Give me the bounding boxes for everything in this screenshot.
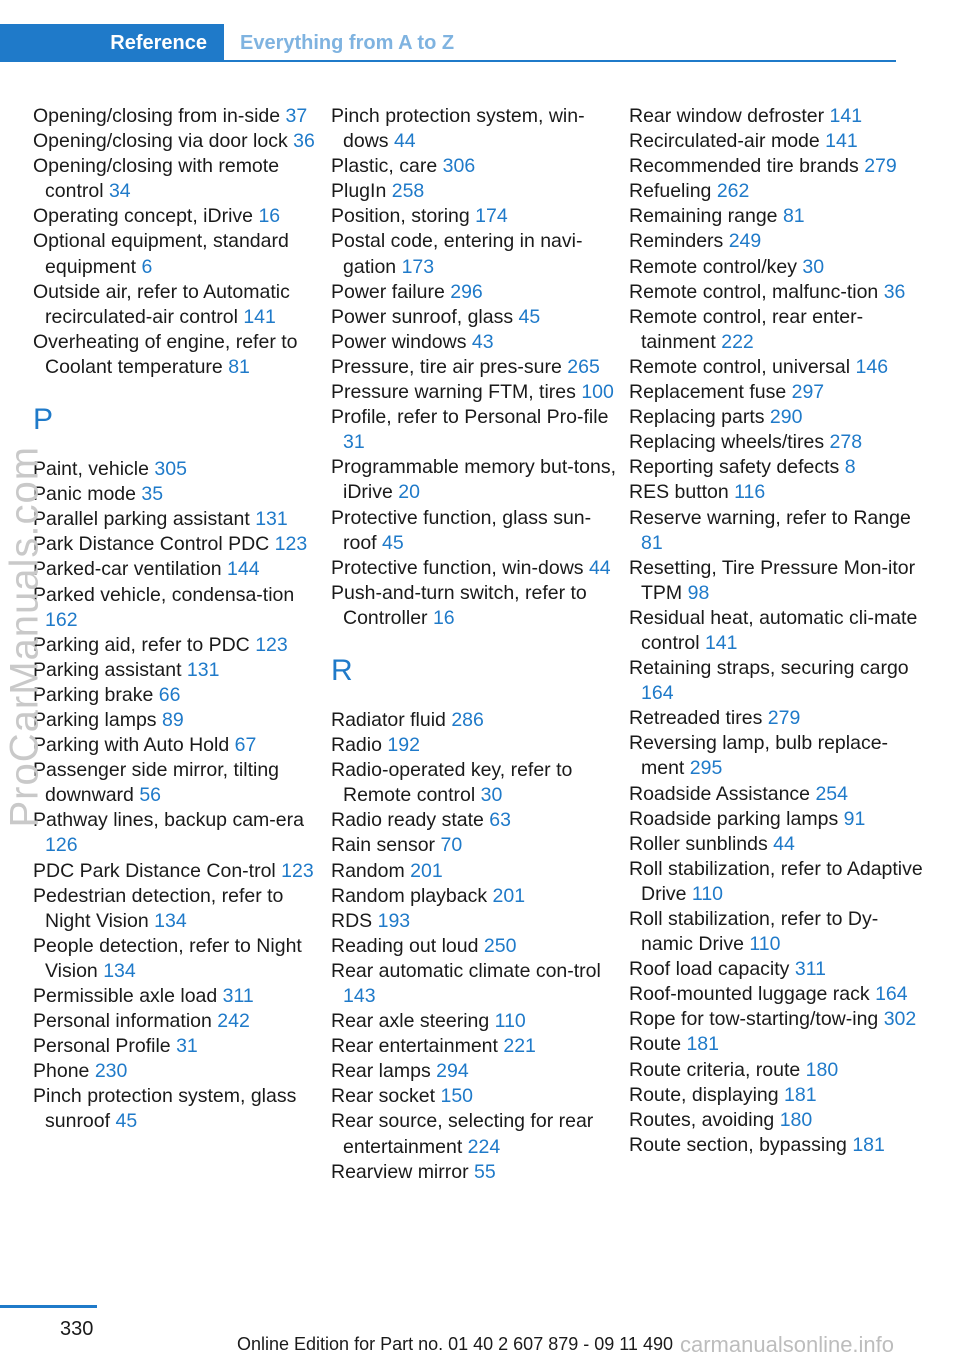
index-entry-text: Rope for tow-starting/tow‐ing	[629, 1008, 884, 1031]
index-entry-text: Retreaded tires	[629, 707, 768, 730]
index-page-link[interactable]: 43	[471, 330, 494, 353]
index-page-link[interactable]: 297	[791, 381, 825, 404]
index-entry-text: Pathway lines, backup cam‐era	[33, 809, 304, 832]
index-page-link[interactable]: 250	[483, 934, 517, 957]
index-entry	[33, 658, 323, 683]
index-entry	[331, 859, 621, 884]
index-page-link[interactable]: 81	[641, 531, 663, 554]
index-entry	[629, 1032, 929, 1057]
watermark-left: ProCarManuals.com	[2, 445, 47, 828]
index-entry	[629, 731, 929, 781]
index-entry-text: Random playback	[331, 884, 493, 907]
index-entry-text: Personal Profile	[33, 1035, 177, 1058]
index-entry	[331, 1009, 621, 1034]
index-page-link[interactable]: 181	[686, 1033, 719, 1056]
index-page-link[interactable]: 141	[829, 105, 863, 127]
index-page-link[interactable]: 249	[728, 230, 762, 253]
index-entry-text: Route, displaying	[629, 1083, 785, 1106]
section-subtitle: Everything from A to Z	[240, 32, 455, 54]
index-page-link[interactable]: 302	[883, 1008, 917, 1031]
index-page-link[interactable]: 37	[285, 105, 308, 127]
index-column-2	[331, 104, 621, 1185]
index-entry	[33, 984, 323, 1009]
index-entry	[33, 280, 323, 330]
index-entry	[33, 934, 323, 984]
index-entry	[629, 129, 929, 154]
index-entry	[629, 706, 929, 731]
index-entry	[331, 305, 621, 330]
index-page-link[interactable]: 56	[139, 784, 162, 807]
header-rule	[224, 60, 896, 62]
index-entry	[629, 380, 929, 405]
index-entry	[33, 154, 323, 204]
index-entry-text: Remote control, rear enter‐tainment	[629, 305, 864, 353]
index-entry-text: Route criteria, route	[629, 1058, 806, 1081]
index-entry-text: Plastic, care	[331, 155, 443, 178]
index-entry	[331, 884, 621, 909]
index-page-link[interactable]: 20	[398, 481, 420, 504]
index-page-link[interactable]: 222	[721, 330, 754, 353]
index-page-link[interactable]: 36	[883, 280, 906, 303]
index-entry-text: Optional equipment, standard equipment	[33, 230, 289, 278]
index-entry	[33, 758, 323, 808]
index-entry-text: Opening/closing from in‐side	[33, 105, 286, 127]
index-entry-text: Roll stabilization, refer to Adaptive Drive	[629, 857, 923, 905]
index-page-link[interactable]: 181	[852, 1133, 885, 1156]
index-page-link[interactable]: 174	[475, 205, 508, 228]
index-entry	[33, 1034, 323, 1059]
index-page-link[interactable]: 141	[243, 305, 276, 328]
index-entry	[33, 229, 323, 279]
index-page-link[interactable]: 134	[154, 909, 187, 932]
footer-bar	[0, 1305, 97, 1308]
index-entry-text: Protective function, glass sun‐roof	[331, 506, 592, 554]
index-entry	[33, 1084, 323, 1134]
index-entry	[331, 556, 621, 581]
index-page-link[interactable]: 278	[829, 431, 863, 454]
index-entry	[33, 129, 323, 154]
index-entry-text: Parallel parking assistant	[33, 508, 256, 531]
index-page-link[interactable]: 134	[103, 959, 136, 982]
index-page-link[interactable]: 45	[382, 531, 404, 554]
index-entry	[629, 480, 929, 505]
index-page-link[interactable]: 295	[689, 757, 723, 780]
index-entry	[331, 1059, 621, 1084]
index-entry-text: Reserve warning, refer to Range	[629, 506, 911, 529]
index-page-link[interactable]: 144	[227, 558, 260, 581]
index-entry-text: Passenger side mirror, tilting downward	[33, 759, 280, 807]
index-entry	[331, 330, 621, 355]
index-entry	[629, 405, 929, 430]
index-column-3	[629, 104, 929, 1158]
index-entry-text: Personal information	[33, 1010, 218, 1033]
index-entry	[331, 455, 621, 505]
index-entry	[629, 957, 929, 982]
index-page-link[interactable]: 34	[108, 180, 131, 203]
index-page-link[interactable]: 221	[503, 1035, 536, 1058]
index-entry	[33, 708, 323, 733]
index-page-link[interactable]: 279	[864, 155, 897, 178]
index-page-link[interactable]: 31	[343, 431, 365, 454]
index-page-link[interactable]: 123	[281, 859, 314, 882]
section-tab: Reference	[0, 24, 224, 62]
index-page-link[interactable]: 44	[773, 832, 795, 855]
index-entry	[33, 683, 323, 708]
index-entry-text: Push-and-turn switch, refer to Controller	[331, 581, 587, 629]
index-entry-text: Protective function, win‐dows	[331, 556, 589, 579]
index-page-link[interactable]: 193	[377, 909, 411, 932]
index-entry	[331, 833, 621, 858]
index-entry	[33, 733, 323, 758]
index-page-link[interactable]: 164	[641, 682, 674, 705]
index-entry	[331, 808, 621, 833]
index-page-link[interactable]: 70	[440, 834, 463, 857]
index-page-link[interactable]: 290	[769, 406, 803, 429]
index-page-link[interactable]: 89	[161, 708, 184, 731]
index-page-link[interactable]: 6	[141, 255, 153, 278]
index-entry	[629, 204, 929, 229]
index-entry-text: Pressure, tire air pres‐sure	[331, 355, 568, 378]
index-entry-text: Rear window defroster	[629, 105, 830, 127]
index-entry-text: Rain sensor	[331, 834, 441, 857]
index-page-link[interactable]: 81	[782, 205, 805, 228]
index-page-link[interactable]: 201	[492, 884, 526, 907]
index-entry-text: Radio	[331, 734, 388, 757]
index-entry	[331, 909, 621, 934]
index-entry	[629, 556, 929, 606]
page-number: 330	[60, 1318, 94, 1340]
index-entry-text: Route section, bypassing	[629, 1133, 853, 1156]
index-entry-text: Permissible axle load	[33, 985, 223, 1007]
index-entry	[331, 959, 621, 1009]
index-entry	[331, 179, 621, 204]
index-page-link[interactable]: 150	[440, 1085, 474, 1108]
index-entry-text: Overheating of engine, refer to Coolant temperature	[33, 330, 298, 378]
index-page-link[interactable]: 265	[567, 355, 600, 378]
index-entry-text: Radiator fluid	[331, 708, 452, 731]
index-entry	[331, 1160, 621, 1185]
index-entry-text: Position, storing	[331, 205, 476, 228]
index-page-link[interactable]: 66	[158, 683, 181, 706]
index-page-link[interactable]: 44	[588, 556, 611, 579]
index-page-link[interactable]: 131	[255, 508, 288, 531]
index-page-link[interactable]: 110	[749, 933, 781, 956]
index-entry	[629, 656, 929, 706]
index-entry	[629, 832, 929, 857]
watermark-bottom: carmanualsonline.info	[680, 1332, 895, 1357]
index-entry	[629, 1108, 929, 1133]
index-entry-text: Replacing parts	[629, 406, 770, 429]
index-entry	[331, 204, 621, 229]
index-entry	[331, 104, 621, 154]
page-header	[0, 24, 896, 62]
index-entry	[331, 1084, 621, 1109]
index-entry-text: Remote control, malfunc‐tion	[629, 280, 884, 303]
index-entry	[331, 934, 621, 959]
index-entry	[331, 355, 621, 380]
index-entry	[331, 405, 621, 455]
index-entry-text: PDC Park Distance Con‐trol	[33, 859, 282, 882]
index-entry	[33, 1009, 323, 1034]
index-page-link[interactable]: 141	[825, 130, 858, 153]
index-entry-text: Radio-operated key, refer to Remote control	[331, 759, 573, 807]
index-entry	[331, 733, 621, 758]
index-entry-text: Rear axle steering	[331, 1010, 495, 1033]
index-entry-text: Parking lamps	[33, 708, 162, 731]
index-page-link[interactable]: 286	[451, 708, 484, 731]
index-entry	[629, 1133, 929, 1158]
index-entry-text: Opening/closing with remote control	[33, 155, 280, 203]
index-page-link[interactable]: 180	[805, 1058, 839, 1081]
index-page-link[interactable]: 162	[45, 608, 78, 631]
index-entry-text: Pressure warning FTM, tires	[331, 381, 582, 404]
index-entry-text: Residual heat, automatic cli‐mate control	[629, 606, 918, 654]
index-entry-text: Roller sunblinds	[629, 832, 774, 855]
index-page-link[interactable]: 180	[779, 1108, 813, 1131]
index-letter-heading: P	[33, 403, 54, 437]
index-entry-text: Resetting, Tire Pressure Mon‐itor TPM	[629, 556, 916, 604]
index-entry-text: Pinch protection system, glass sunroof	[33, 1085, 297, 1133]
index-page-link[interactable]: 123	[274, 533, 308, 556]
index-entry	[331, 280, 621, 305]
index-page-link[interactable]: 110	[494, 1010, 526, 1033]
index-entry-text: Roof-mounted luggage rack	[629, 983, 876, 1006]
index-column-1	[33, 104, 323, 1135]
index-entry	[629, 782, 929, 807]
index-page-link[interactable]: 100	[581, 381, 614, 404]
index-page-link[interactable]: 44	[393, 130, 416, 153]
index-page-link[interactable]: 30	[480, 784, 503, 807]
index-entry	[33, 859, 323, 884]
index-entry-text: People detection, refer to Night Vision	[33, 934, 302, 982]
index-page-link[interactable]: 181	[784, 1083, 817, 1106]
index-entry	[331, 506, 621, 556]
index-page-link[interactable]: 262	[716, 180, 750, 203]
index-page-link[interactable]: 63	[489, 809, 511, 832]
index-page-link[interactable]: 224	[467, 1135, 501, 1158]
index-entry	[629, 154, 929, 179]
index-entry	[629, 255, 929, 280]
index-entry-text: Reporting safety defects	[629, 456, 845, 479]
index-entry	[629, 857, 929, 907]
index-page-link[interactable]: 98	[687, 581, 710, 604]
index-entry-text: Rear source, selecting for rear entertainment	[331, 1110, 594, 1158]
index-entry	[629, 430, 929, 455]
index-entry-text: Rear lamps	[331, 1060, 437, 1083]
index-entry	[629, 229, 929, 254]
index-page-link[interactable]: 16	[258, 205, 281, 228]
index-page-link[interactable]: 294	[436, 1060, 469, 1083]
index-entry-text: Reminders	[629, 230, 729, 253]
index-entry-text: Parking assistant	[33, 658, 187, 681]
index-entry	[629, 179, 929, 204]
index-entry	[629, 606, 929, 656]
index-entry	[33, 557, 323, 582]
index-entry	[33, 583, 323, 633]
index-entry	[331, 581, 621, 631]
index-entry	[629, 305, 929, 355]
index-entry-text: Parking aid, refer to PDC	[33, 633, 256, 656]
index-entry	[629, 355, 929, 380]
index-entry-text: Postal code, entering in navi‐gation	[331, 230, 583, 278]
index-entry-text: Retaining straps, securing cargo	[629, 657, 909, 680]
index-page-link[interactable]: 8	[844, 456, 856, 479]
index-entry	[629, 506, 929, 556]
index-page-link[interactable]: 31	[176, 1035, 198, 1058]
index-entry	[629, 104, 929, 129]
index-entry	[33, 507, 323, 532]
index-letter-heading: R	[331, 653, 353, 687]
index-page-link[interactable]: 143	[343, 985, 376, 1007]
index-page-link[interactable]: 126	[45, 834, 78, 857]
index-entry	[629, 1058, 929, 1083]
index-page-link[interactable]: 254	[815, 782, 848, 805]
index-entry-text: Remote control/key	[629, 255, 803, 278]
index-entry-text: Parked vehicle, condensa‐tion	[33, 583, 295, 606]
index-page-link[interactable]: 45	[115, 1110, 138, 1133]
index-page-link[interactable]: 311	[222, 985, 254, 1007]
index-entry-text: Routes, avoiding	[629, 1108, 780, 1131]
index-entry-text: Profile, refer to Personal Pro‐file	[331, 406, 609, 429]
index-entry	[331, 154, 621, 179]
index-entry-text: Programmable memory but‐tons, iDrive	[331, 456, 617, 504]
index-entry	[33, 104, 323, 129]
index-entry	[33, 532, 323, 557]
index-entry	[629, 807, 929, 832]
index-entry-text: Reading out loud	[331, 934, 484, 957]
index-entry-text: Paint, vehicle	[33, 458, 155, 481]
index-page-link[interactable]: 81	[228, 355, 250, 378]
index-entry	[629, 907, 929, 957]
index-entry	[629, 1083, 929, 1108]
index-entry-text: Operating concept, iDrive	[33, 205, 259, 228]
index-page-link[interactable]: 242	[217, 1010, 250, 1033]
index-page-link[interactable]: 91	[843, 807, 866, 830]
index-entry	[33, 633, 323, 658]
index-entry-text: Remote control, universal	[629, 355, 856, 378]
index-entry-text: Rearview mirror	[331, 1160, 475, 1183]
index-page-link[interactable]: 141	[704, 631, 738, 654]
index-entry-text: Rear entertainment	[331, 1035, 504, 1058]
index-entry-text: Recirculated-air mode	[629, 130, 826, 153]
index-page-link[interactable]: 164	[875, 983, 908, 1006]
index-entry-text: Remaining range	[629, 205, 783, 228]
index-entry-text: Pinch protection system, win‐dows	[331, 105, 585, 153]
index-entry	[331, 1109, 621, 1159]
index-entry-text: Power sunroof, glass	[331, 305, 519, 328]
index-entry	[629, 455, 929, 480]
index-entry-text: Parked-car ventilation	[33, 558, 228, 581]
index-page-link[interactable]: 131	[186, 658, 220, 681]
index-entry	[629, 982, 929, 1007]
index-entry-text: Rear socket	[331, 1085, 441, 1108]
index-entry-text: Reversing lamp, bulb replace‐ment	[629, 732, 889, 780]
index-entry	[629, 1007, 929, 1032]
index-entry-text: Power failure	[331, 280, 451, 303]
index-entry-text: Radio ready state	[331, 809, 490, 832]
index-entry-text: Parking brake	[33, 683, 159, 706]
index-entry-text: RDS	[331, 909, 378, 932]
index-page-link[interactable]: 146	[855, 355, 889, 378]
index-entry	[33, 1059, 323, 1084]
index-entry-text: Rear automatic climate con‐trol	[331, 959, 601, 982]
index-entry	[331, 758, 621, 808]
index-entry	[33, 884, 323, 934]
index-entry-text: Random	[331, 859, 411, 882]
index-entry-text: Roadside Assistance	[629, 782, 816, 805]
index-entry	[33, 482, 323, 507]
index-entry	[331, 229, 621, 279]
index-entry	[331, 380, 621, 405]
index-entry-text: Panic mode	[33, 483, 142, 506]
index-entry-text: PlugIn	[331, 180, 392, 203]
index-page-link[interactable]: 173	[401, 255, 435, 278]
index-entry-text: Park Distance Control PDC	[33, 533, 275, 556]
index-page-link[interactable]: 35	[141, 483, 164, 506]
index-entry	[331, 1034, 621, 1059]
index-entry-text: Recommended tire brands	[629, 155, 865, 178]
index-entry-text: Route	[629, 1033, 687, 1056]
index-entry-text: Opening/closing via door lock	[33, 130, 294, 153]
index-page-link[interactable]: 192	[387, 734, 420, 757]
index-entry	[33, 808, 323, 858]
index-entry-text: Roadside parking lamps	[629, 807, 844, 830]
index-entry-text: Replacement fuse	[629, 381, 792, 404]
index-entry-text: Outside air, refer to Automatic recirculated-air control	[33, 280, 290, 328]
index-entry-text: Refueling	[629, 180, 717, 203]
index-page-link[interactable]: 45	[518, 305, 541, 328]
index-entry-text: RES button	[629, 481, 735, 504]
index-page-link[interactable]: 279	[767, 707, 801, 730]
index-page-link[interactable]: 296	[450, 280, 483, 303]
index-entry	[33, 457, 323, 482]
index-entry-text: Phone	[33, 1060, 95, 1083]
index-page-link[interactable]: 305	[154, 458, 187, 481]
index-entry-text: Pedestrian detection, refer to Night Vision	[33, 884, 284, 932]
index-page-link[interactable]: 110	[691, 882, 724, 905]
index-page-link[interactable]: 116	[734, 481, 766, 504]
index-page-link[interactable]: 311	[794, 958, 826, 981]
index-page-link[interactable]: 67	[234, 734, 257, 757]
index-entry-text: Roof load capacity	[629, 958, 795, 981]
index-entry-text: Parking with Auto Hold	[33, 734, 235, 757]
index-entry	[33, 204, 323, 229]
index-entry	[331, 708, 621, 733]
index-entry	[33, 330, 323, 380]
index-page-link[interactable]: 258	[391, 180, 425, 203]
index-page-link[interactable]: 306	[442, 155, 476, 178]
index-entry-text: Power windows	[331, 330, 472, 353]
index-page-link[interactable]: 123	[255, 633, 288, 656]
index-entry-text: Replacing wheels/tires	[629, 431, 830, 454]
index-page-link[interactable]: 30	[802, 255, 825, 278]
index-page-link[interactable]: 55	[474, 1160, 496, 1183]
footer-edition: Online Edition for Part no. 01 40 2 607 879 - 09 11 490	[237, 1334, 673, 1354]
index-page-link[interactable]: 201	[410, 859, 443, 882]
index-entry-text: Roll stabilization, refer to Dy‐namic Drive	[629, 908, 879, 956]
index-page-link[interactable]: 36	[293, 130, 315, 153]
index-entry	[629, 280, 929, 305]
index-page-link[interactable]: 230	[94, 1060, 128, 1083]
index-page-link[interactable]: 16	[432, 606, 455, 629]
